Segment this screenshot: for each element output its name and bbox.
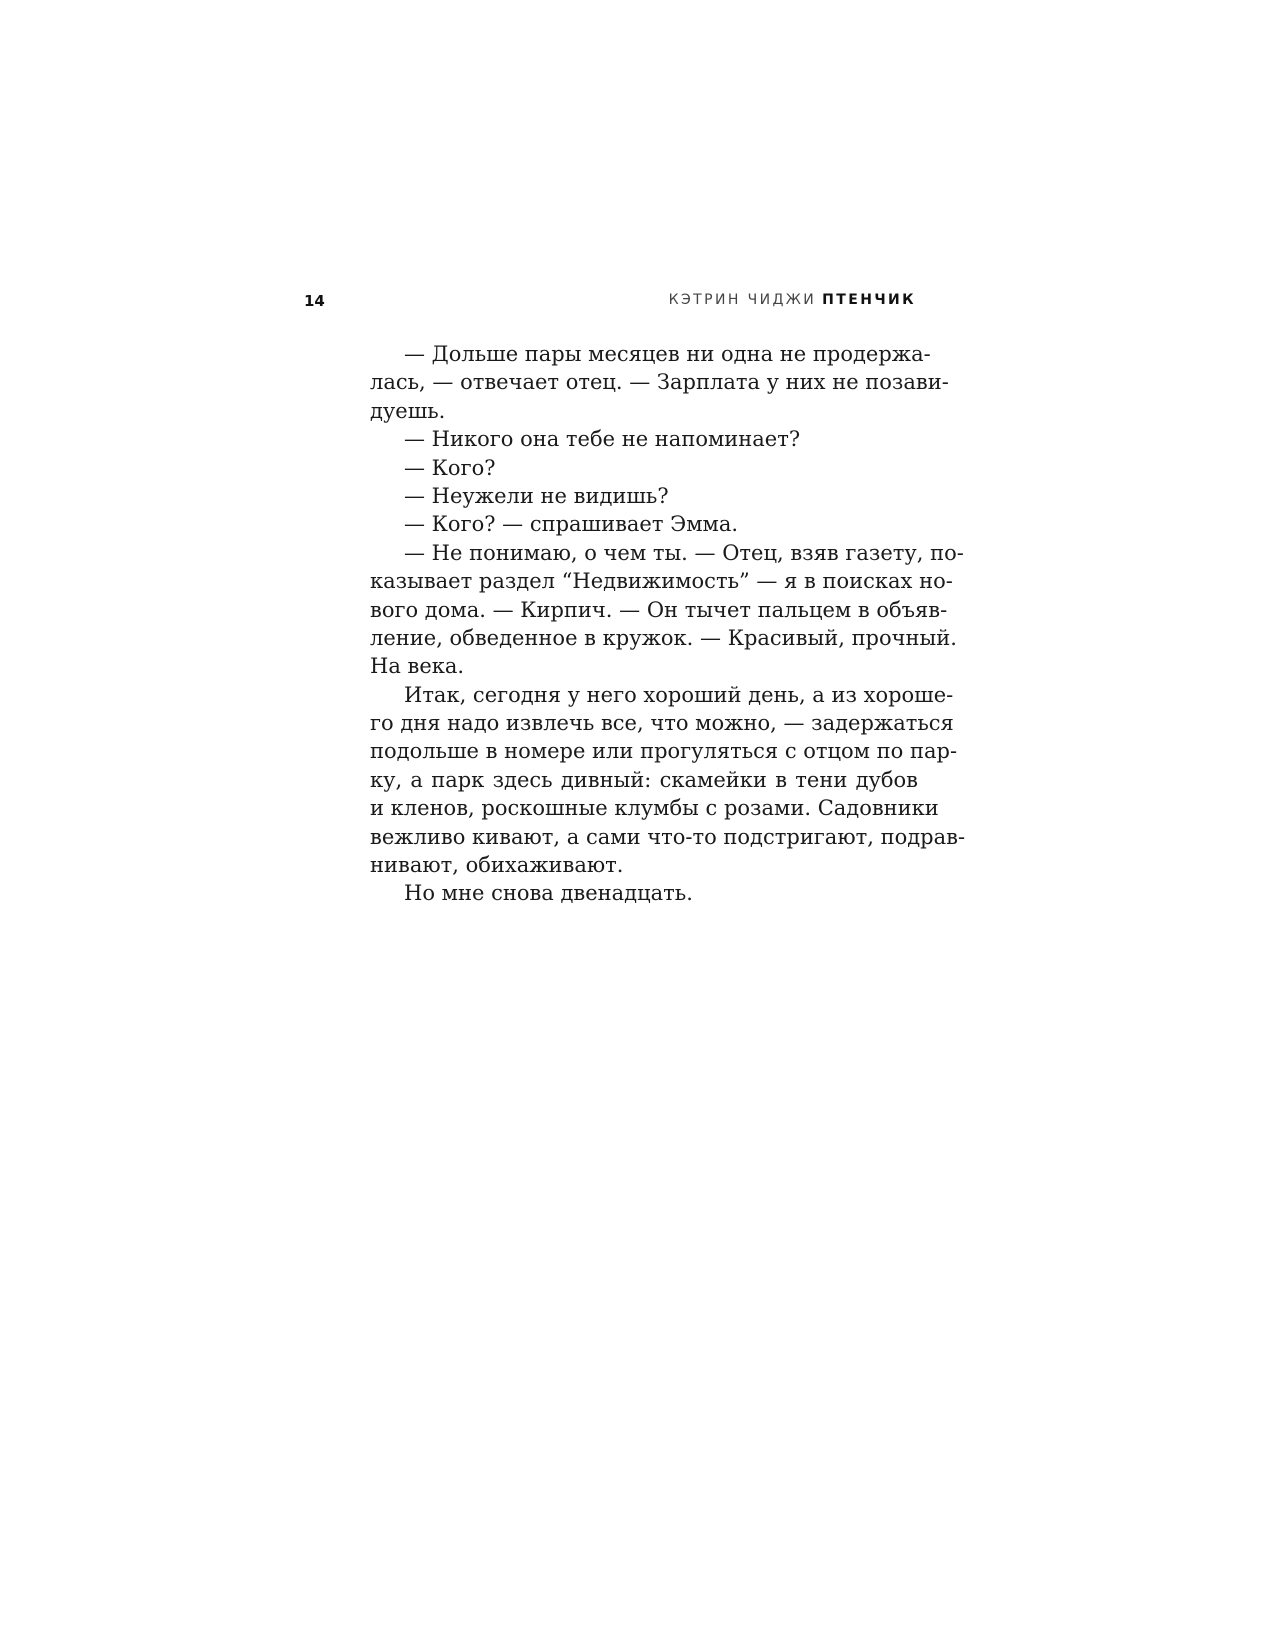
text-line: — Никого она тебе не напоминает? xyxy=(404,427,801,452)
text-line: дуешь. xyxy=(370,398,446,423)
text-line: Итак, сегодня у него хороший день, а из хороше- xyxy=(404,682,954,707)
text-line: ление, обведенное в кружок. — Красивый, прочный. xyxy=(370,625,957,650)
text-line: Но мне снова двенадцать. xyxy=(404,881,693,906)
book-title: ПТЕНЧИК xyxy=(822,292,916,308)
running-header xyxy=(304,292,916,314)
text-line: го дня надо извлечь все, что можно, — задержаться xyxy=(370,711,954,736)
text-line: — Кого? — спрашивает Эмма. xyxy=(404,512,739,537)
text-line: казывает раздел “Недвижимость” — я в поисках но- xyxy=(370,569,953,594)
text-line: — Неужели не видишь? xyxy=(404,483,669,508)
text-line: — Не понимаю, о чем ты. — Отец, взяв газету, по- xyxy=(404,540,964,565)
body-text xyxy=(370,340,966,908)
running-title xyxy=(669,292,916,308)
text-line: лась, — отвечает отец. — Зарплата у них не позави- xyxy=(370,370,949,395)
text-line: — Кого? xyxy=(404,455,496,480)
text-line: вежливо кивают, а сами что-то подстригают, подрав- xyxy=(370,824,966,849)
page-number: 14 xyxy=(304,292,325,310)
text-line: — Дольше пары месяцев ни одна не продержа- xyxy=(404,342,931,366)
author-name: КЭТРИН ЧИДЖИ xyxy=(668,292,817,308)
text-line: На века. xyxy=(370,654,465,679)
text-line: вого дома. — Кирпич. — Он тычет пальцем в объяв- xyxy=(370,597,948,622)
text-line: подольше в номере или прогуляться с отцом по пар- xyxy=(370,739,958,764)
text-line: и кленов, роскошные клумбы с розами. Садовники xyxy=(370,796,939,821)
text-line: нивают, обихаживают. xyxy=(370,853,624,878)
text-line: ку, а парк здесь дивный: скамейки в тени дубов xyxy=(370,767,918,792)
